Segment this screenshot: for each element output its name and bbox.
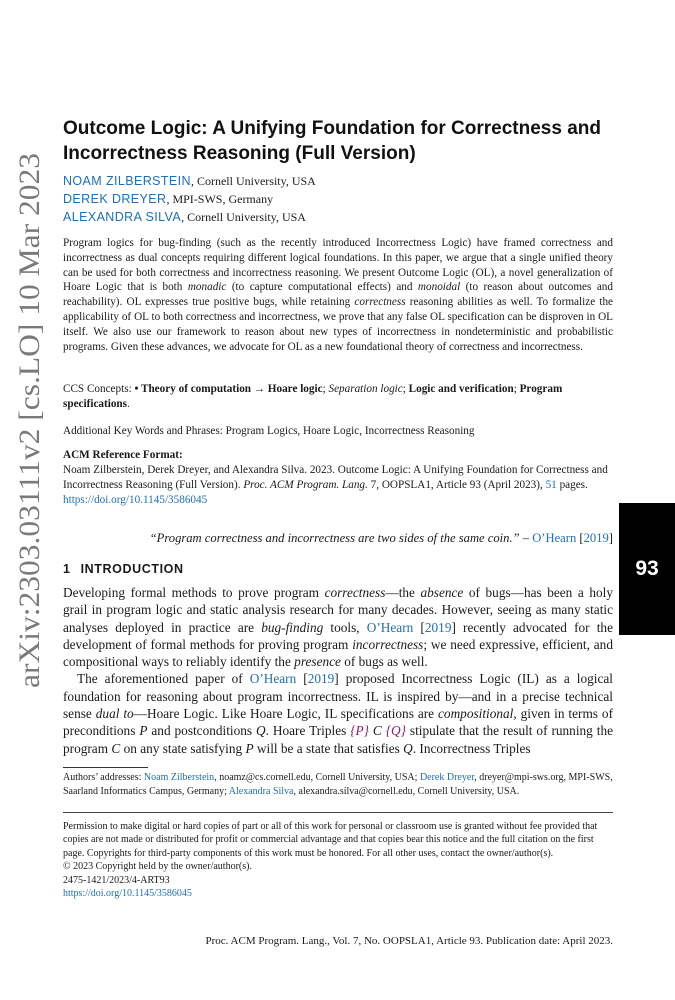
ccs-bullet: • bbox=[134, 383, 141, 395]
intro-text: will be a state that satisfies bbox=[253, 740, 404, 756]
acm-ref-text: pages. bbox=[556, 479, 588, 491]
ccs-sep: ; bbox=[322, 383, 329, 395]
issn-line: 2475-1421/2023/4-ART93 bbox=[63, 874, 170, 886]
intro-bracket: [ bbox=[413, 619, 425, 635]
intro-text: —Hoare Logic. Like Hoare Logic, IL specifications are bbox=[133, 706, 439, 722]
title-line-2: Incorrectness Reasoning (Full Version) bbox=[63, 143, 416, 164]
author-2 bbox=[63, 190, 613, 208]
intro-text: and postconditions bbox=[147, 723, 257, 739]
math-var-q: Q bbox=[403, 740, 413, 756]
ccs-sep: ; bbox=[402, 383, 409, 395]
quote-year-link[interactable]: 2019 bbox=[583, 531, 609, 545]
footnote-rule bbox=[63, 767, 148, 768]
abstract-text: Program logics for bug-finding (such as the recently introduced Incorrectness Logic) have framed correctness and incorrectness as dual concepts requiring different logical foundations. In this paper, we argue that a single unified theory can be used for both correctness and incorrectness reasoning. We present Outcome Logic (OL), a novel generalization of Hoare Logic that is both bbox=[63, 237, 613, 294]
intro-text: proposed Incorrectness Logic (IL) as a logical foundation for reasoning about program incorrectness. IL is inspired by—and in a precise technical sense bbox=[63, 671, 613, 722]
acm-reference-body bbox=[63, 463, 613, 508]
address-author-3-link[interactable]: Alexandra Silva bbox=[228, 785, 294, 797]
intro-emph: incorrectness bbox=[352, 636, 424, 652]
intro-text: . Hoare Triples bbox=[265, 723, 351, 739]
ccs-end: . bbox=[127, 398, 130, 410]
acm-ref-journal: Proc. ACM Program. Lang. bbox=[243, 479, 368, 491]
article-number-tab bbox=[619, 503, 675, 635]
intro-emph: compositional bbox=[438, 706, 514, 722]
ccs-concept: Separation logic bbox=[328, 383, 403, 395]
author-3-affiliation: , Cornell University, USA bbox=[181, 210, 306, 224]
author-1 bbox=[63, 172, 613, 190]
intro-emph: presence bbox=[294, 654, 341, 670]
permission-notice bbox=[63, 820, 613, 900]
abstract-text: (to reason about outcomes and reachability). OL expresses true positive bugs, while retaining bbox=[63, 281, 613, 309]
intro-bracket: ] bbox=[451, 619, 456, 635]
permission-doi-link[interactable]: https://doi.org/10.1145/3586045 bbox=[63, 888, 192, 900]
address-text: , dreyer@mpi-sws.org, MPI-SWS, Saarland Informatics Campus, Germany; bbox=[63, 772, 613, 797]
section-title: INTRODUCTION bbox=[80, 562, 184, 576]
intro-citation-link[interactable]: O’Hearn bbox=[249, 671, 297, 687]
quote-dash: – bbox=[519, 531, 533, 545]
author-3-link[interactable]: ALEXANDRA SILVA bbox=[63, 210, 182, 224]
abstract-emph: monadic bbox=[187, 281, 227, 294]
math-var-p: P bbox=[245, 740, 254, 756]
ccs-concept: Theory of computation → Hoare logic bbox=[141, 383, 323, 395]
abstract-text: (to capture computational effects) and bbox=[226, 281, 418, 294]
arxiv-stamp-text: arXiv:2303.03111v2 [cs.LO] 10 Mar 2023 bbox=[13, 178, 46, 688]
abstract bbox=[63, 236, 613, 354]
title-line-1: Outcome Logic: A Unifying Foundation for Correctness and bbox=[63, 118, 601, 139]
math-var-c: C bbox=[111, 740, 121, 756]
acm-reference-heading: ACM Reference Format: bbox=[63, 449, 183, 461]
author-1-affiliation: , Cornell University, USA bbox=[190, 174, 316, 188]
acm-ref-text: Noam Zilberstein, Derek Dreyer, and Alexandra Silva. 2023. Outcome Logic: A Unifying Foundation for Correctness and Incorrectness Reasoning (Full Version). bbox=[63, 464, 608, 491]
intro-text: , given in terms of preconditions bbox=[63, 706, 614, 739]
intro-emph: correctness bbox=[324, 585, 386, 600]
intro-text: tools, bbox=[323, 619, 367, 635]
intro-emph: dual to bbox=[95, 706, 134, 722]
intro-citation-link[interactable]: O’Hearn bbox=[366, 619, 414, 635]
intro-paragraph-1 bbox=[63, 584, 613, 670]
intro-text: . Incorrectness Triples bbox=[412, 740, 531, 756]
author-2-link[interactable]: DEREK DREYER bbox=[63, 192, 167, 206]
math-postcondition: {Q} bbox=[385, 723, 406, 739]
author-list bbox=[63, 172, 613, 226]
abstract-emph: correctness bbox=[354, 296, 406, 309]
ccs-concepts bbox=[63, 382, 613, 412]
quote-text: “Program correctness and incorrectness are two sides of the same coin.” bbox=[149, 531, 520, 545]
author-3 bbox=[63, 208, 613, 226]
intro-year-link[interactable]: 2019 bbox=[424, 619, 452, 635]
permission-text: Permission to make digital or hard copies of part or all of this work for personal or classroom use is granted without fee provided that copies are not made or distributed for profit or commercial advantage and that copies bear this notice and the full citation on the first page. Copyrights for third-party components of this work must be honored. For all other uses, contact the owner/author(s). bbox=[63, 821, 598, 859]
math-var-c: C bbox=[372, 723, 382, 739]
intro-paragraph-2 bbox=[63, 670, 613, 756]
author-2-affiliation: , MPI-SWS, Germany bbox=[166, 192, 274, 206]
intro-text: of bugs as well. bbox=[340, 654, 428, 670]
page-footer: Proc. ACM Program. Lang., Vol. 7, No. OOPSLA1, Article 93. Publication date: April 2023. bbox=[205, 935, 613, 947]
ccs-concept: Program specifications bbox=[63, 383, 563, 410]
intro-text: Developing formal methods to prove program bbox=[63, 585, 325, 600]
address-text: , noamz@cs.cornell.edu, Cornell University, USA; bbox=[214, 772, 420, 783]
author-addresses bbox=[63, 771, 613, 798]
acm-ref-doi-link[interactable]: https://doi.org/10.1145/3586045 bbox=[63, 494, 208, 506]
copyright-line: © 2023 Copyright held by the owner/author(s). bbox=[63, 861, 252, 873]
math-var-q: Q bbox=[256, 723, 266, 739]
section-number: 1 bbox=[63, 562, 71, 576]
acm-ref-pages-link[interactable]: 51 bbox=[545, 479, 557, 491]
intro-text: of bugs—has been a holy grail in program logic and static analysis research for many decades. However, seeing as many static analyses deployed in practice are bbox=[63, 585, 613, 635]
permission-rule bbox=[63, 812, 613, 813]
intro-bracket: ] bbox=[334, 671, 339, 687]
epigraph-quote bbox=[63, 530, 613, 546]
intro-text: on any state satisfying bbox=[120, 740, 246, 756]
author-1-link[interactable]: NOAM ZILBERSTEIN bbox=[63, 174, 191, 188]
math-precondition: {P} bbox=[350, 723, 369, 739]
quote-bracket: [ bbox=[576, 531, 584, 545]
intro-text: The aforementioned paper of bbox=[77, 671, 250, 687]
abstract-emph: monoidal bbox=[417, 281, 461, 294]
intro-year-link[interactable]: 2019 bbox=[307, 671, 335, 687]
acm-ref-text: 7, OOPSLA1, Article 93 (April 2023), bbox=[367, 479, 546, 491]
intro-text: ; we need expressive, efficient, and compositional ways to reliably identify the bbox=[63, 636, 613, 670]
address-text: , alexandra.silva@cornell.edu, Cornell University, USA. bbox=[293, 785, 520, 797]
ccs-concept: Logic and verification bbox=[408, 383, 514, 395]
address-author-1-link[interactable]: Noam Zilberstein bbox=[143, 772, 215, 783]
quote-citation-link[interactable]: O’Hearn bbox=[532, 531, 577, 545]
addresses-label: Authors’ addresses: bbox=[63, 772, 144, 783]
intro-text: stipulate that the result of running the program bbox=[63, 723, 613, 756]
article-number: 93 bbox=[635, 557, 659, 580]
intro-text: recently advocated for the development of formal methods for proving program bbox=[63, 619, 613, 652]
intro-text: —the bbox=[385, 585, 421, 600]
ccs-sep: ; bbox=[513, 383, 520, 395]
intro-body bbox=[63, 584, 613, 757]
address-author-2-link[interactable]: Derek Dreyer bbox=[419, 772, 475, 783]
arxiv-stamp bbox=[6, 140, 50, 700]
paper-title bbox=[63, 116, 613, 166]
quote-bracket: ] bbox=[608, 531, 613, 545]
intro-bracket: [ bbox=[296, 671, 308, 687]
keywords: Additional Key Words and Phrases: Program Logics, Hoare Logic, Incorrectness Reasoning bbox=[63, 425, 475, 437]
ccs-label: CCS Concepts: bbox=[63, 383, 135, 395]
intro-emph: absence bbox=[420, 585, 464, 600]
intro-emph: bug-finding bbox=[261, 619, 324, 635]
abstract-text: reasoning abilities as well. To formalize the applicability of OL to both correctness and incorrectness, we prove that any false OL specification can be disproven in OL itself. We also use our framework to reason about new types of incorrectness in nondeterministic and probabilistic programs. Given these advances, we advocate for OL as a new foundational theory of correctness and incorrectness. bbox=[63, 296, 614, 353]
acm-reference-format bbox=[63, 448, 613, 508]
section-heading bbox=[63, 562, 613, 576]
math-var-p: P bbox=[139, 723, 148, 739]
